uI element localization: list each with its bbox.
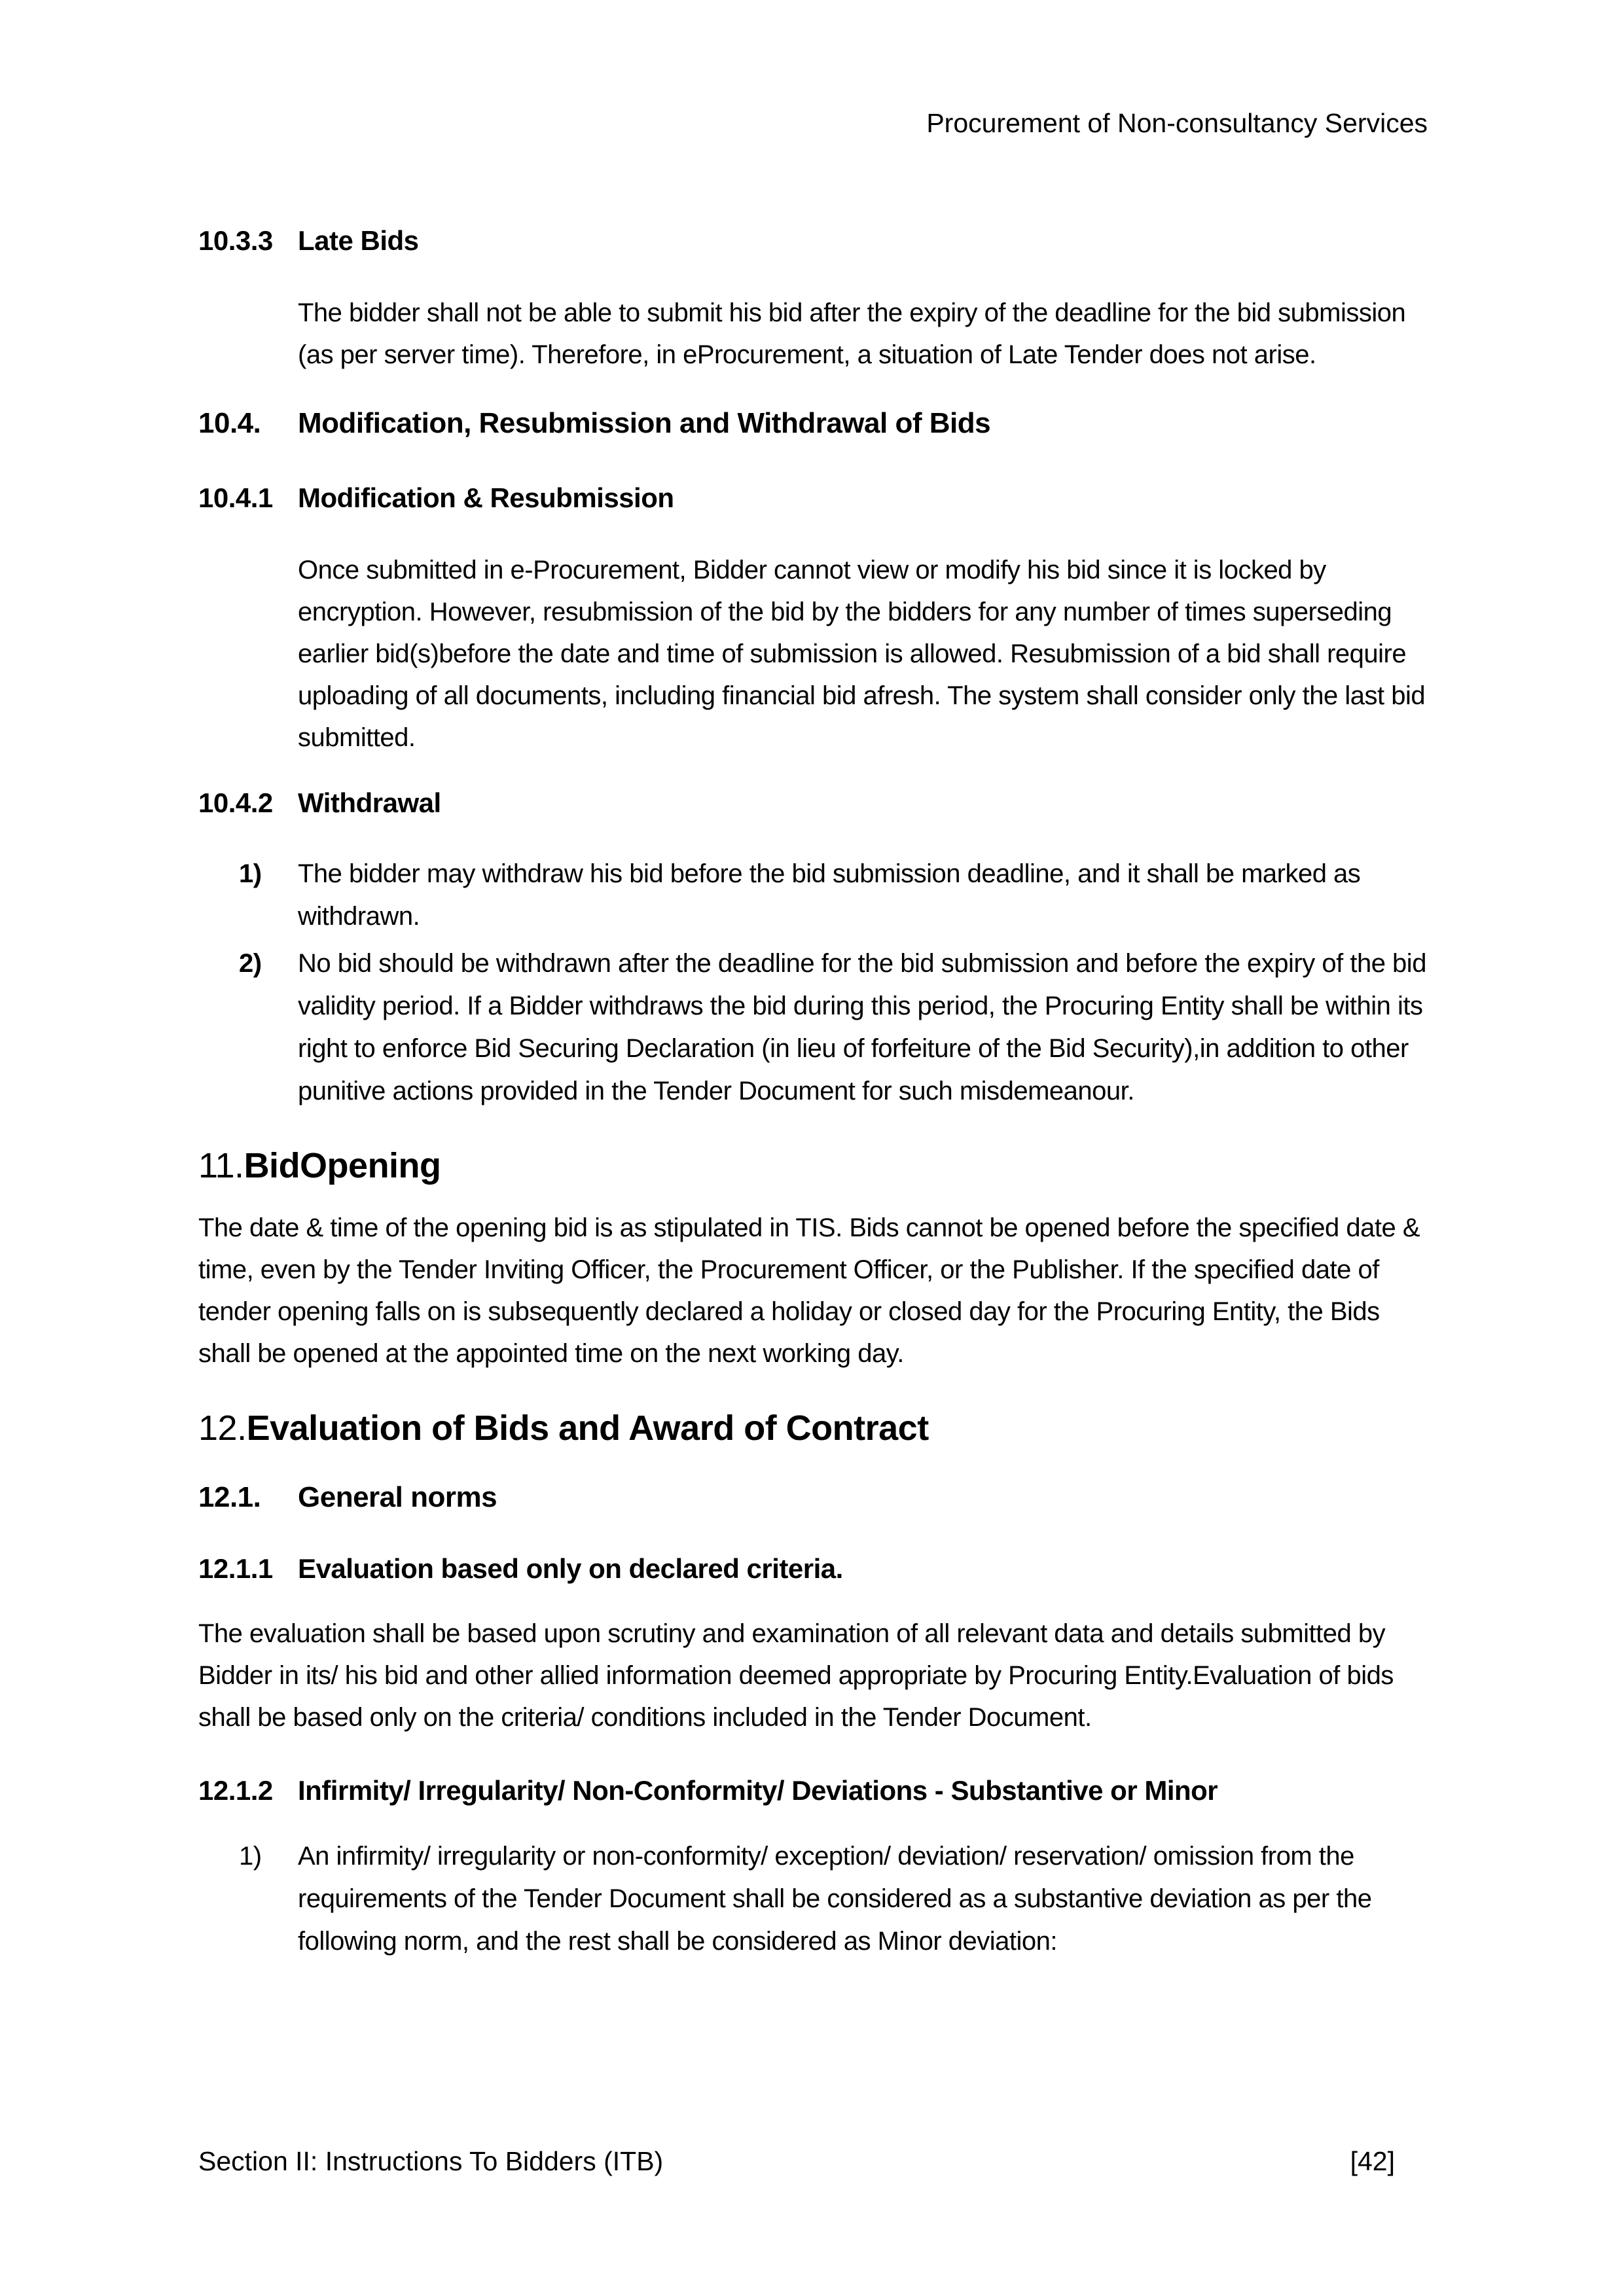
para-evaluation-criteria: The evaluation shall be based upon scrutiny and examination of all relevant data and details submitted by Bidder in its/ his bid and other allied information deemed appropriate by Procuring Entity.Evaluation of bids shall be based only on the criteria/ conditions included in the Tender Document.	[198, 1619, 1394, 1732]
footer-page-number: [42]	[1350, 2146, 1395, 2176]
heading-number: 12.1.	[198, 1481, 261, 1513]
heading-10-4	[198, 403, 1428, 444]
heading-number: 10.4.1	[198, 482, 273, 513]
heading-number: 10.3.3	[198, 225, 273, 256]
heading-12-1	[198, 1477, 1428, 1518]
list-item-text: No bid should be withdrawn after the deadline for the bid submission and before the expiry of the bid validity period. If a Bidder withdraws the bid during this period, the Procuring Entity shall be within its right to enforce Bid Securing Declaration (in lieu of forfeiture of the Bid Security),in addition to other punitive actions provided in the Tender Document for such misdemeanour.	[298, 949, 1426, 1105]
list-item-withdrawal-2	[198, 942, 1428, 1113]
list-marker: 2)	[239, 949, 262, 978]
heading-12	[198, 1404, 1428, 1452]
heading-11	[198, 1141, 1428, 1190]
heading-number: 11.	[198, 1146, 244, 1185]
para-bid-opening: The date & time of the opening bid is as stipulated in TIS. Bids cannot be opened before the specified date & time, even by the Tender Inviting Officer, the Procurement Officer, or the Publisher. If the specified date of tender opening falls on is subsequently declared a holiday or closed day for the Procuring Entity, the Bids shall be opened at the appointed time on the next working day.	[198, 1213, 1420, 1368]
heading-title: Modification, Resubmission and Withdrawal of Bids	[298, 407, 991, 439]
heading-12-1-2	[198, 1771, 1428, 1810]
list-item-infirmity-1	[198, 1835, 1428, 1963]
heading-number: 12.	[198, 1408, 247, 1448]
list-item-text: The bidder may withdraw his bid before the bid submission deadline, and it shall be marked as withdrawn.	[298, 859, 1361, 931]
list-marker: 1)	[239, 1842, 262, 1871]
header-title: Procurement of Non-consultancy Services	[926, 108, 1428, 138]
heading-number: 12.1.1	[198, 1553, 273, 1584]
heading-number: 10.4.	[198, 407, 261, 439]
heading-title: Evaluation based only on declared criteria.	[298, 1553, 843, 1584]
list-item-withdrawal-1	[198, 853, 1428, 938]
heading-10-3-3	[198, 221, 1428, 260]
list-item-text: An infirmity/ irregularity or non-conformity/ exception/ deviation/ reservation/ omission from the requirements of the Tender Document shall be considered as a substantive deviation as per the following norm, and the rest shall be considered as Minor deviation:	[298, 1842, 1372, 1956]
heading-title: Evaluation of Bids and Award of Contract	[246, 1408, 929, 1448]
running-header	[198, 103, 1428, 143]
heading-10-4-2	[198, 783, 1428, 823]
heading-title: Late Bids	[298, 225, 419, 256]
heading-12-1-1	[198, 1549, 1428, 1588]
heading-10-4-1	[198, 478, 1428, 518]
para-modification-resubmission: Once submitted in e-Procurement, Bidder cannot view or modify his bid since it is locked by encryption. However, resubmission of the bid by the bidders for any number of times superseding earlier bid(s)before the date and time of submission is allowed. Resubmission of a bid shall require uploading of all documents, including financial bid afresh. The system shall consider only the last bid submitted.	[298, 556, 1426, 752]
page-footer	[198, 2142, 1395, 2181]
para-late-bids: The bidder shall not be able to submit his bid after the expiry of the deadline for the bid submission (as per server time). Therefore, in eProcurement, a situation of Late Tender does not arise.	[298, 298, 1406, 369]
heading-title: BidOpening	[244, 1146, 441, 1185]
heading-title: Infirmity/ Irregularity/ Non-Conformity/ Deviations - Substantive or Minor	[298, 1775, 1218, 1806]
heading-title: General norms	[298, 1481, 497, 1513]
heading-number: 10.4.2	[198, 787, 273, 818]
list-marker: 1)	[239, 859, 262, 888]
footer-section-label: Section II: Instructions To Bidders (ITB)	[198, 2146, 664, 2176]
heading-title: Modification & Resubmission	[298, 482, 674, 513]
heading-number: 12.1.2	[198, 1775, 273, 1806]
heading-title: Withdrawal	[298, 787, 441, 818]
